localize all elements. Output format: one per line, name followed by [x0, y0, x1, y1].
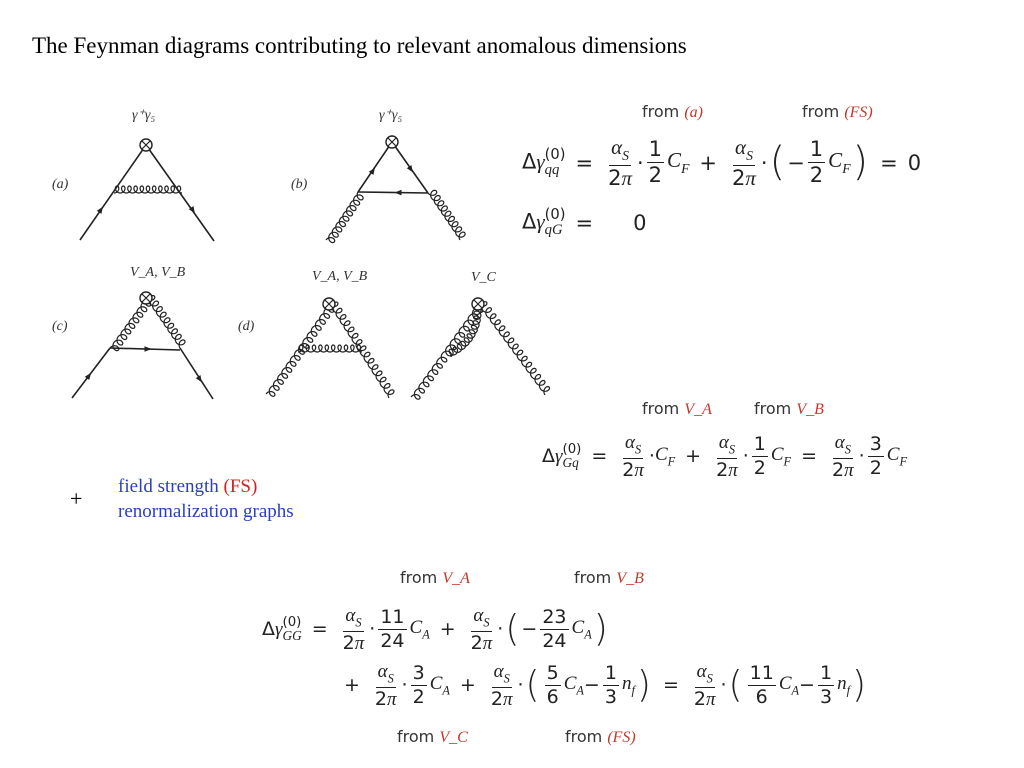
diagram-a	[52, 108, 214, 241]
eq-GG-lhs: Δγ (0) GG	[262, 615, 302, 644]
eq-qq-lhs: Δγ (0) qq	[522, 146, 566, 178]
gluon-d2-right-leg	[478, 302, 550, 395]
gq-from-va-tag: V_A	[684, 401, 712, 418]
diagram-c	[52, 265, 213, 399]
diagram-d-vertex-left-label: V_A, V_B	[312, 269, 368, 284]
eq-Gq-sub: Gq	[562, 455, 579, 471]
gluon-d2-loop	[449, 305, 481, 357]
diagram-d-label: (d)	[238, 319, 255, 334]
eq-Gq-lhs: Δγ (0) Gq	[542, 442, 582, 471]
gg-from-va-text: from	[400, 568, 438, 587]
eq-GG-line1: Δγ (0) GG = $\frac{\alpha_S}{2\pi}$ · $\frac{11}{24}$ $C_A$ + $\frac{\alpha_S}{2\pi}$ · ( − $\frac{23}{24}$ $C_A$ )	[262, 605, 608, 654]
gg-from-fs	[565, 727, 636, 747]
qq-from-a-tag: (a)	[684, 104, 703, 121]
gg-from-vc	[397, 727, 468, 747]
qq-from-fs-text: from	[802, 102, 840, 121]
gg-from-vc-text: from	[397, 727, 435, 746]
fs-note-line2: renormalization graphs	[118, 501, 294, 522]
gg-from-va-tag: V_A	[442, 570, 470, 587]
qq-from-a	[642, 102, 703, 122]
qq-from-fs-tag: (FS)	[844, 104, 873, 121]
diagram-a-vertex-label: γ⁺γ₅	[132, 108, 156, 123]
eq-Gq-sup: (0)	[562, 442, 582, 458]
gq-from-va	[642, 399, 712, 419]
gluon-b-left	[326, 192, 363, 243]
gq-from-vb	[754, 399, 824, 419]
eq-qG: Δγ (0) qG = 0	[522, 206, 647, 238]
gg-from-vb-tag: V_B	[616, 570, 644, 587]
eq-GG-sub: GG	[282, 628, 302, 644]
gluon-d2-left-leg	[411, 304, 483, 399]
slide-title: The Feynman diagrams contributing to relevant anomalous dimensions	[32, 33, 687, 58]
fs-note-line1	[118, 474, 294, 499]
eq-GG-sup: (0)	[282, 615, 302, 631]
diagram-d-vertex-right-label: V_C	[471, 270, 496, 285]
eq-Gq: Δγ (0) Gq = $\frac{\alpha_S}{2\pi}$ · $C_F$ + $\frac{\alpha_S}{2\pi}$ · $\frac{1}{2}$ $C_F$ = $\frac{\alpha_S}{2\pi}$ · $\frac{3}{2}$ $C_F$	[542, 432, 908, 481]
gluon-b-right	[428, 190, 465, 240]
diagram-d	[238, 269, 550, 399]
eq-GG-line2: + $\frac{\alpha_S}{2\pi}$ · $\frac{3}{2}$ $C_A$ + $\frac{\alpha_S}{2\pi}$ · ( $\frac{5}{6}$ $C_A$ − $\frac{1}{3}$ $n_f$ ) = $\frac{\alpha_S}{2\pi}$ · ( $\frac{11}{6}$ $C_A$ − $\frac{1}{3}$ $n_f$ )	[344, 661, 867, 710]
diagram-b-label: (b)	[291, 177, 308, 192]
diagram-c-vertex-label: V_A, V_B	[130, 265, 186, 280]
fs-note	[118, 474, 294, 524]
eq-qG-lhs: Δγ (0) qG	[522, 206, 566, 238]
eq-qq-half-num: 1	[648, 137, 663, 162]
diagram-b	[291, 108, 465, 243]
gg-from-vc-tag: V_C	[439, 729, 468, 746]
eq-qq: Δγ (0) qq = $\frac{\alpha_S}{2\pi}$ · $\frac{1}{2}$ $C_F$ + $\frac{\alpha_S}{2\pi}$ · ( − $\frac{1}{2}$ $C_F$ ) = 0	[522, 135, 922, 190]
eq-qq-half-den: 2	[648, 163, 663, 188]
gg-from-vb-text: from	[574, 568, 612, 587]
eq-qG-sup: (0)	[544, 206, 566, 223]
diagram-b-vertex-label: γ⁺γ₅	[379, 108, 403, 123]
gq-from-vb-text: from	[754, 399, 792, 418]
gg-from-fs-text: from	[565, 727, 603, 746]
gluon-c-right	[146, 296, 185, 349]
qq-from-fs	[802, 102, 873, 122]
gluon-c-left	[110, 298, 151, 351]
gq-from-vb-tag: V_B	[796, 401, 824, 418]
fs-note-field-strength: field strength	[118, 476, 224, 497]
eq-qG-sub: qG	[544, 221, 563, 238]
gluon-a	[114, 186, 182, 193]
eq-qq-result: 0	[907, 150, 922, 175]
gq-from-va-text: from	[642, 399, 680, 418]
eq-qq-sup: (0)	[544, 146, 566, 164]
gg-from-vb	[574, 568, 644, 588]
eq-qq-sub: qq	[544, 161, 560, 178]
diagram-c-label: (c)	[52, 319, 68, 334]
plus-sign: +	[70, 486, 83, 511]
eq-qG-result: 0	[633, 210, 647, 235]
fs-note-fs-tag: (FS)	[223, 476, 258, 497]
gg-from-va	[400, 568, 470, 588]
diagram-a-label: (a)	[52, 177, 69, 192]
gg-from-fs-tag: (FS)	[607, 729, 636, 746]
qq-from-a-text: from	[642, 102, 680, 121]
